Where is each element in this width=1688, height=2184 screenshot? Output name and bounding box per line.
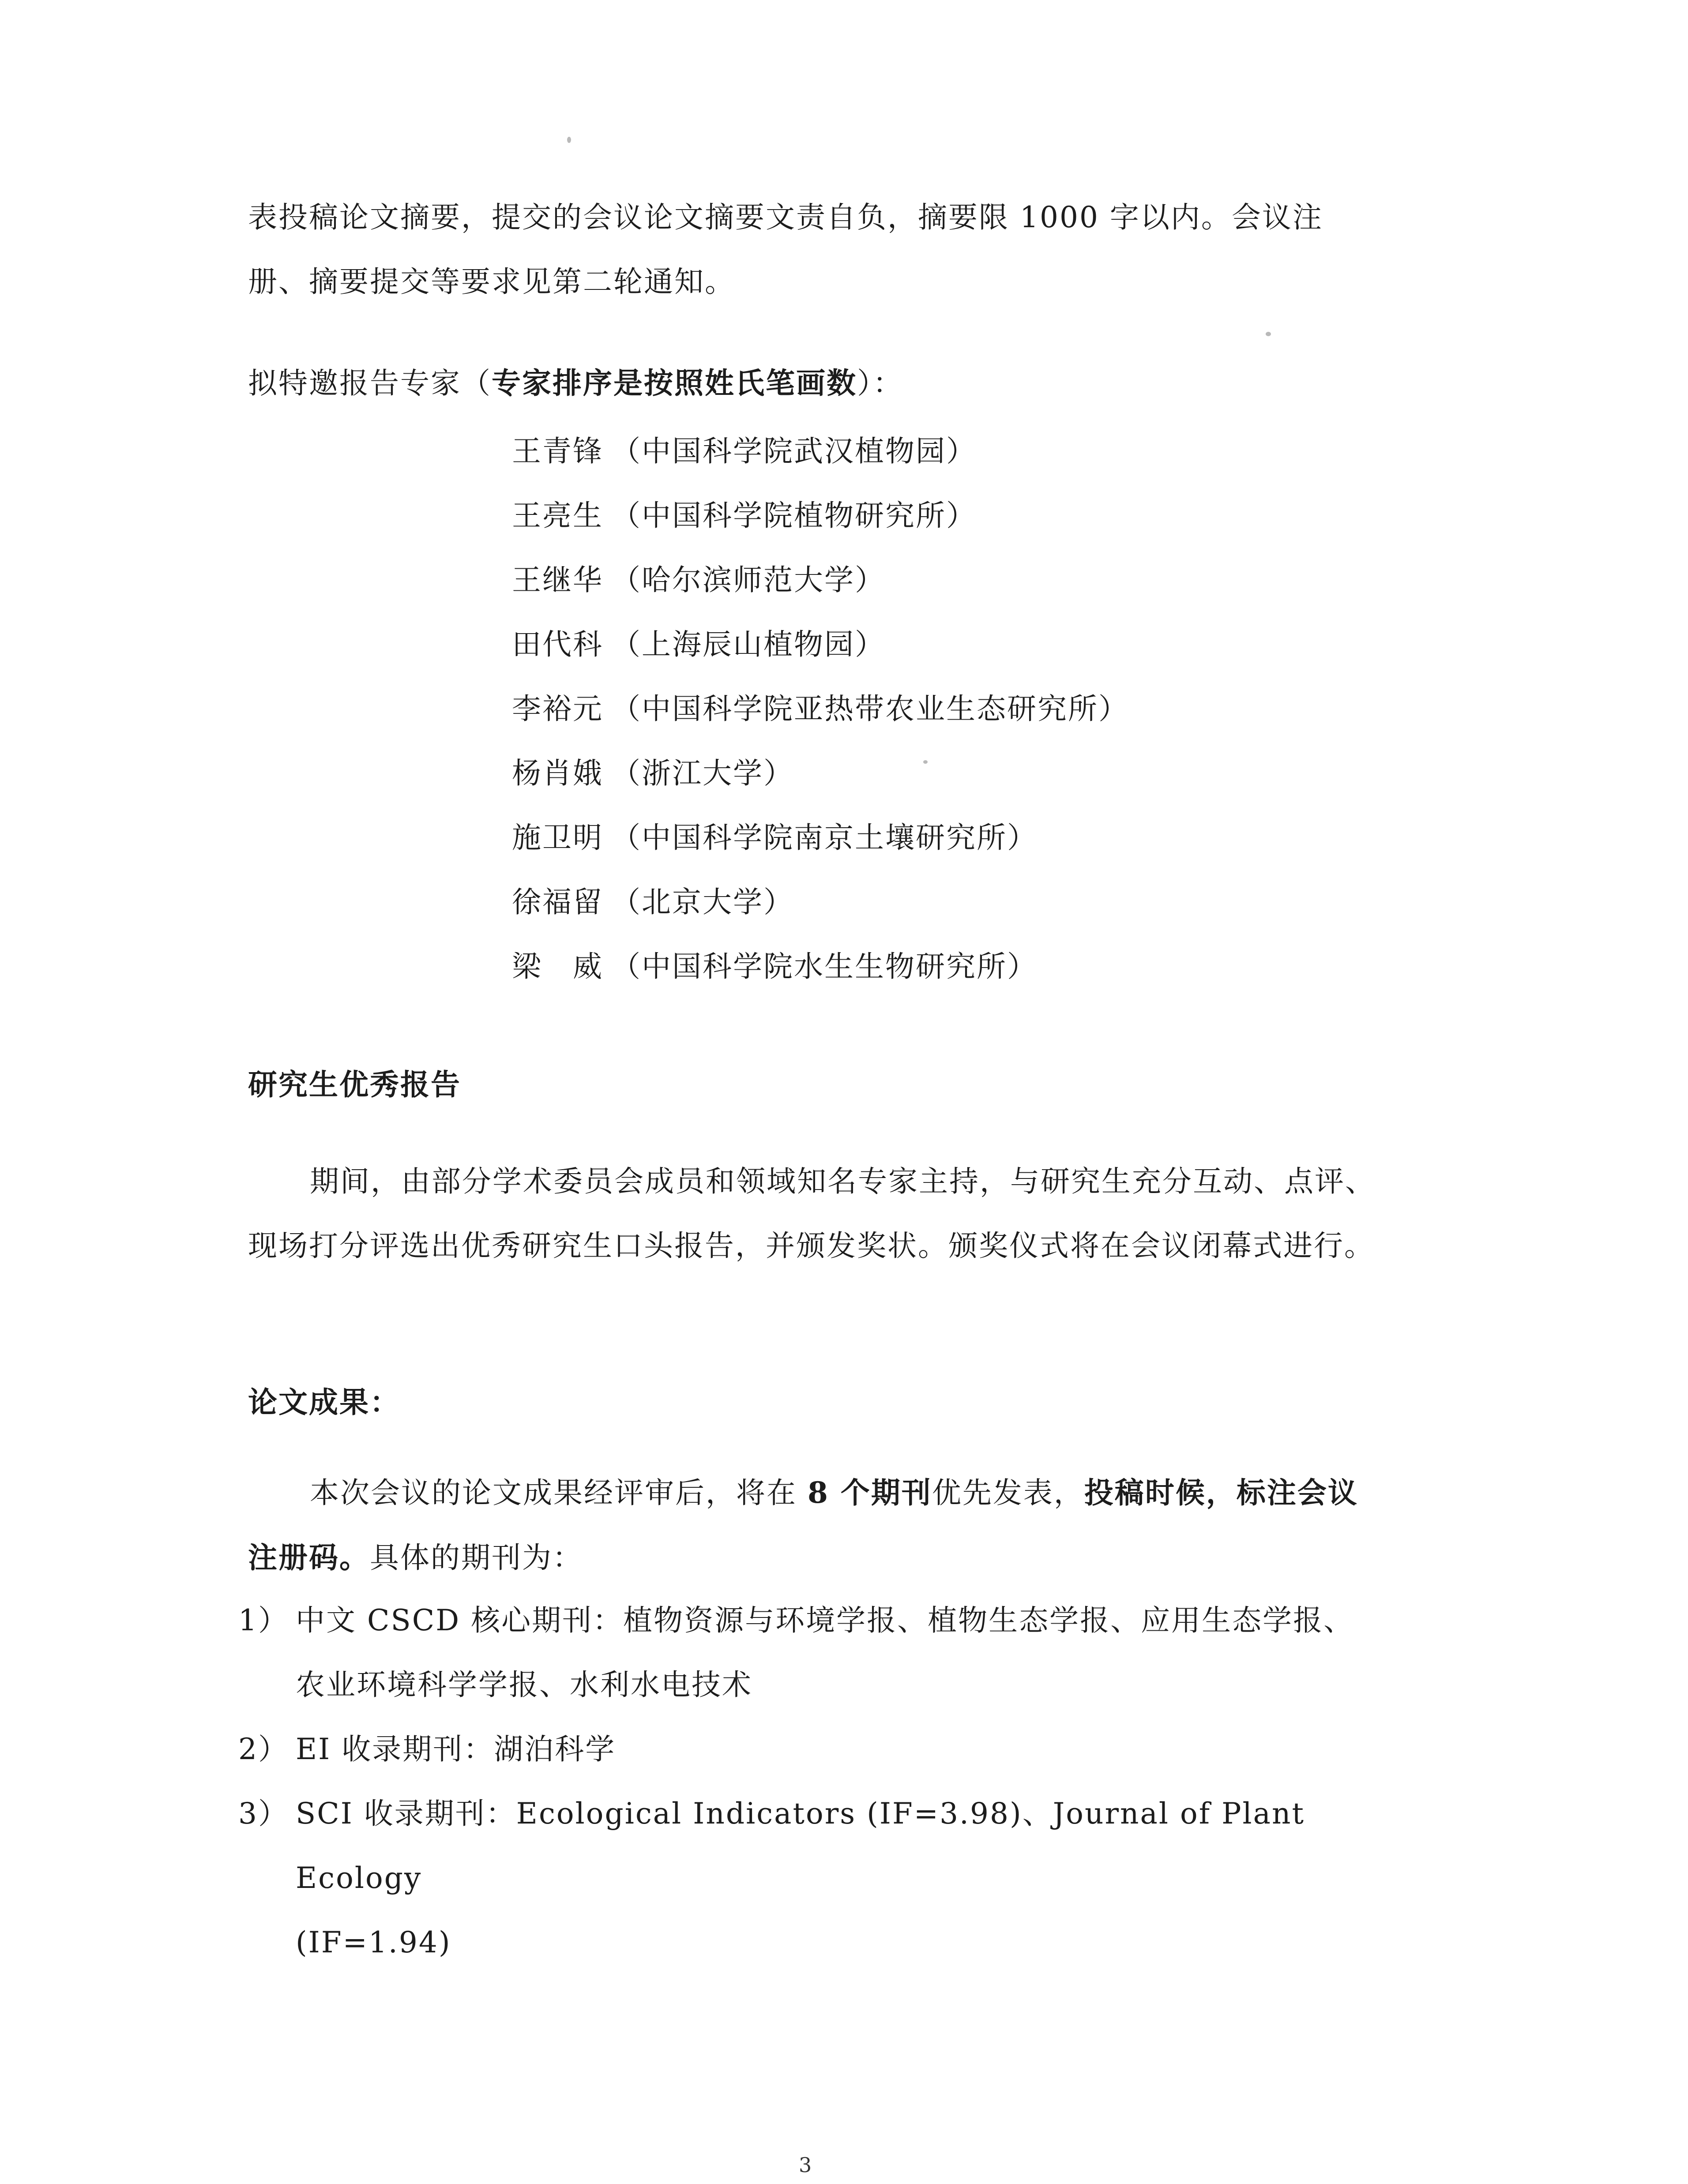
journal-item [238,1588,1386,1717]
expert-name: 梁 威 [512,949,603,983]
intro-paragraph [248,185,1382,314]
journal-number: 3） [238,1797,289,1831]
papers-body-bold1: 8 个期刊 [807,1475,932,1510]
scan-speck [567,137,571,143]
expert-row [512,677,1129,741]
expert-name: 施卫明 [512,821,603,855]
graduate-paragraph: 期间，由部分学术委员会成员和领域知名专家主持，与研究生充分互动、点评、现场打分评选出优秀研究生口头报告，并颁发奖状。颁奖仪式将在会议闭幕式进行。 [248,1164,1376,1263]
expert-name: 王继华 [512,563,603,597]
journal-item [238,1782,1386,1975]
expert-list [512,419,1129,999]
journal-number: 2） [238,1732,289,1766]
papers-heading: 论文成果： [248,1385,400,1419]
journal-line-continued: (IF=1.94) [296,1925,451,1959]
experts-heading-suffix: ）： [857,366,903,400]
journal-line: 中文 CSCD 核心期刊：植物资源与环境学报、植物生态学报、应用生态学报、 [296,1603,1354,1637]
expert-row [512,806,1129,870]
papers-body-bold2: 投稿时候，标注会议注册码。 [248,1475,1358,1575]
expert-affiliation: （中国科学院水生生物研究所） [611,949,1038,983]
expert-affiliation: （中国科学院南京土壤研究所） [611,821,1038,855]
expert-row [512,612,1129,677]
expert-affiliation: （中国科学院亚热带农业生态研究所） [611,692,1129,726]
expert-affiliation: （北京大学） [611,885,794,919]
graduate-heading: 研究生优秀报告 [248,1067,461,1102]
papers-body-part2: 优先发表， [932,1476,1084,1510]
expert-row [512,934,1129,999]
expert-affiliation: （中国科学院植物研究所） [611,499,977,533]
journal-list [238,1588,1386,1975]
journal-item [238,1717,1386,1782]
intro-line-1: 表投稿论文摘要，提交的会议论文摘要文责自负，摘要限 1000 字以内。会议注 [248,200,1323,234]
expert-row [512,484,1129,548]
experts-heading [248,351,1382,416]
expert-affiliation: （浙江大学） [611,756,794,790]
expert-affiliation: （中国科学院武汉植物园） [611,434,977,468]
expert-affiliation: （上海辰山植物园） [611,627,885,661]
expert-row [512,419,1129,484]
expert-affiliation: （哈尔滨师范大学） [611,563,885,597]
expert-row [512,741,1129,806]
expert-name: 徐福留 [512,885,603,919]
experts-heading-prefix: 拟特邀报告专家（ [248,366,492,400]
scan-speck [1266,332,1271,336]
papers-paragraph [248,1460,1382,1590]
papers-body-part1: 本次会议的论文成果经评审后，将在 [310,1476,808,1510]
page-number: 3 [799,2153,812,2177]
papers-body-part3: 具体的期刊为： [370,1541,583,1575]
journal-line-continued: 农业环境科学学报、水利水电技术 [296,1668,752,1702]
expert-name: 李裕元 [512,692,603,726]
expert-name: 杨肖娥 [512,756,603,790]
expert-row [512,548,1129,612]
journal-line: EI 收录期刊：湖泊科学 [296,1732,616,1766]
intro-line-2: 册、摘要提交等要求见第二轮通知。 [248,265,735,299]
expert-name: 田代科 [512,627,603,661]
journal-line: SCI 收录期刊：Ecological Indicators (IF=3.98)、Journal of Plant Ecology [296,1797,1305,1895]
expert-row [512,870,1129,934]
journal-number: 1） [238,1603,289,1637]
expert-name: 王亮生 [512,499,603,533]
expert-name: 王青锋 [512,434,603,468]
experts-heading-bold: 专家排序是按照姓氏笔画数 [492,366,857,400]
